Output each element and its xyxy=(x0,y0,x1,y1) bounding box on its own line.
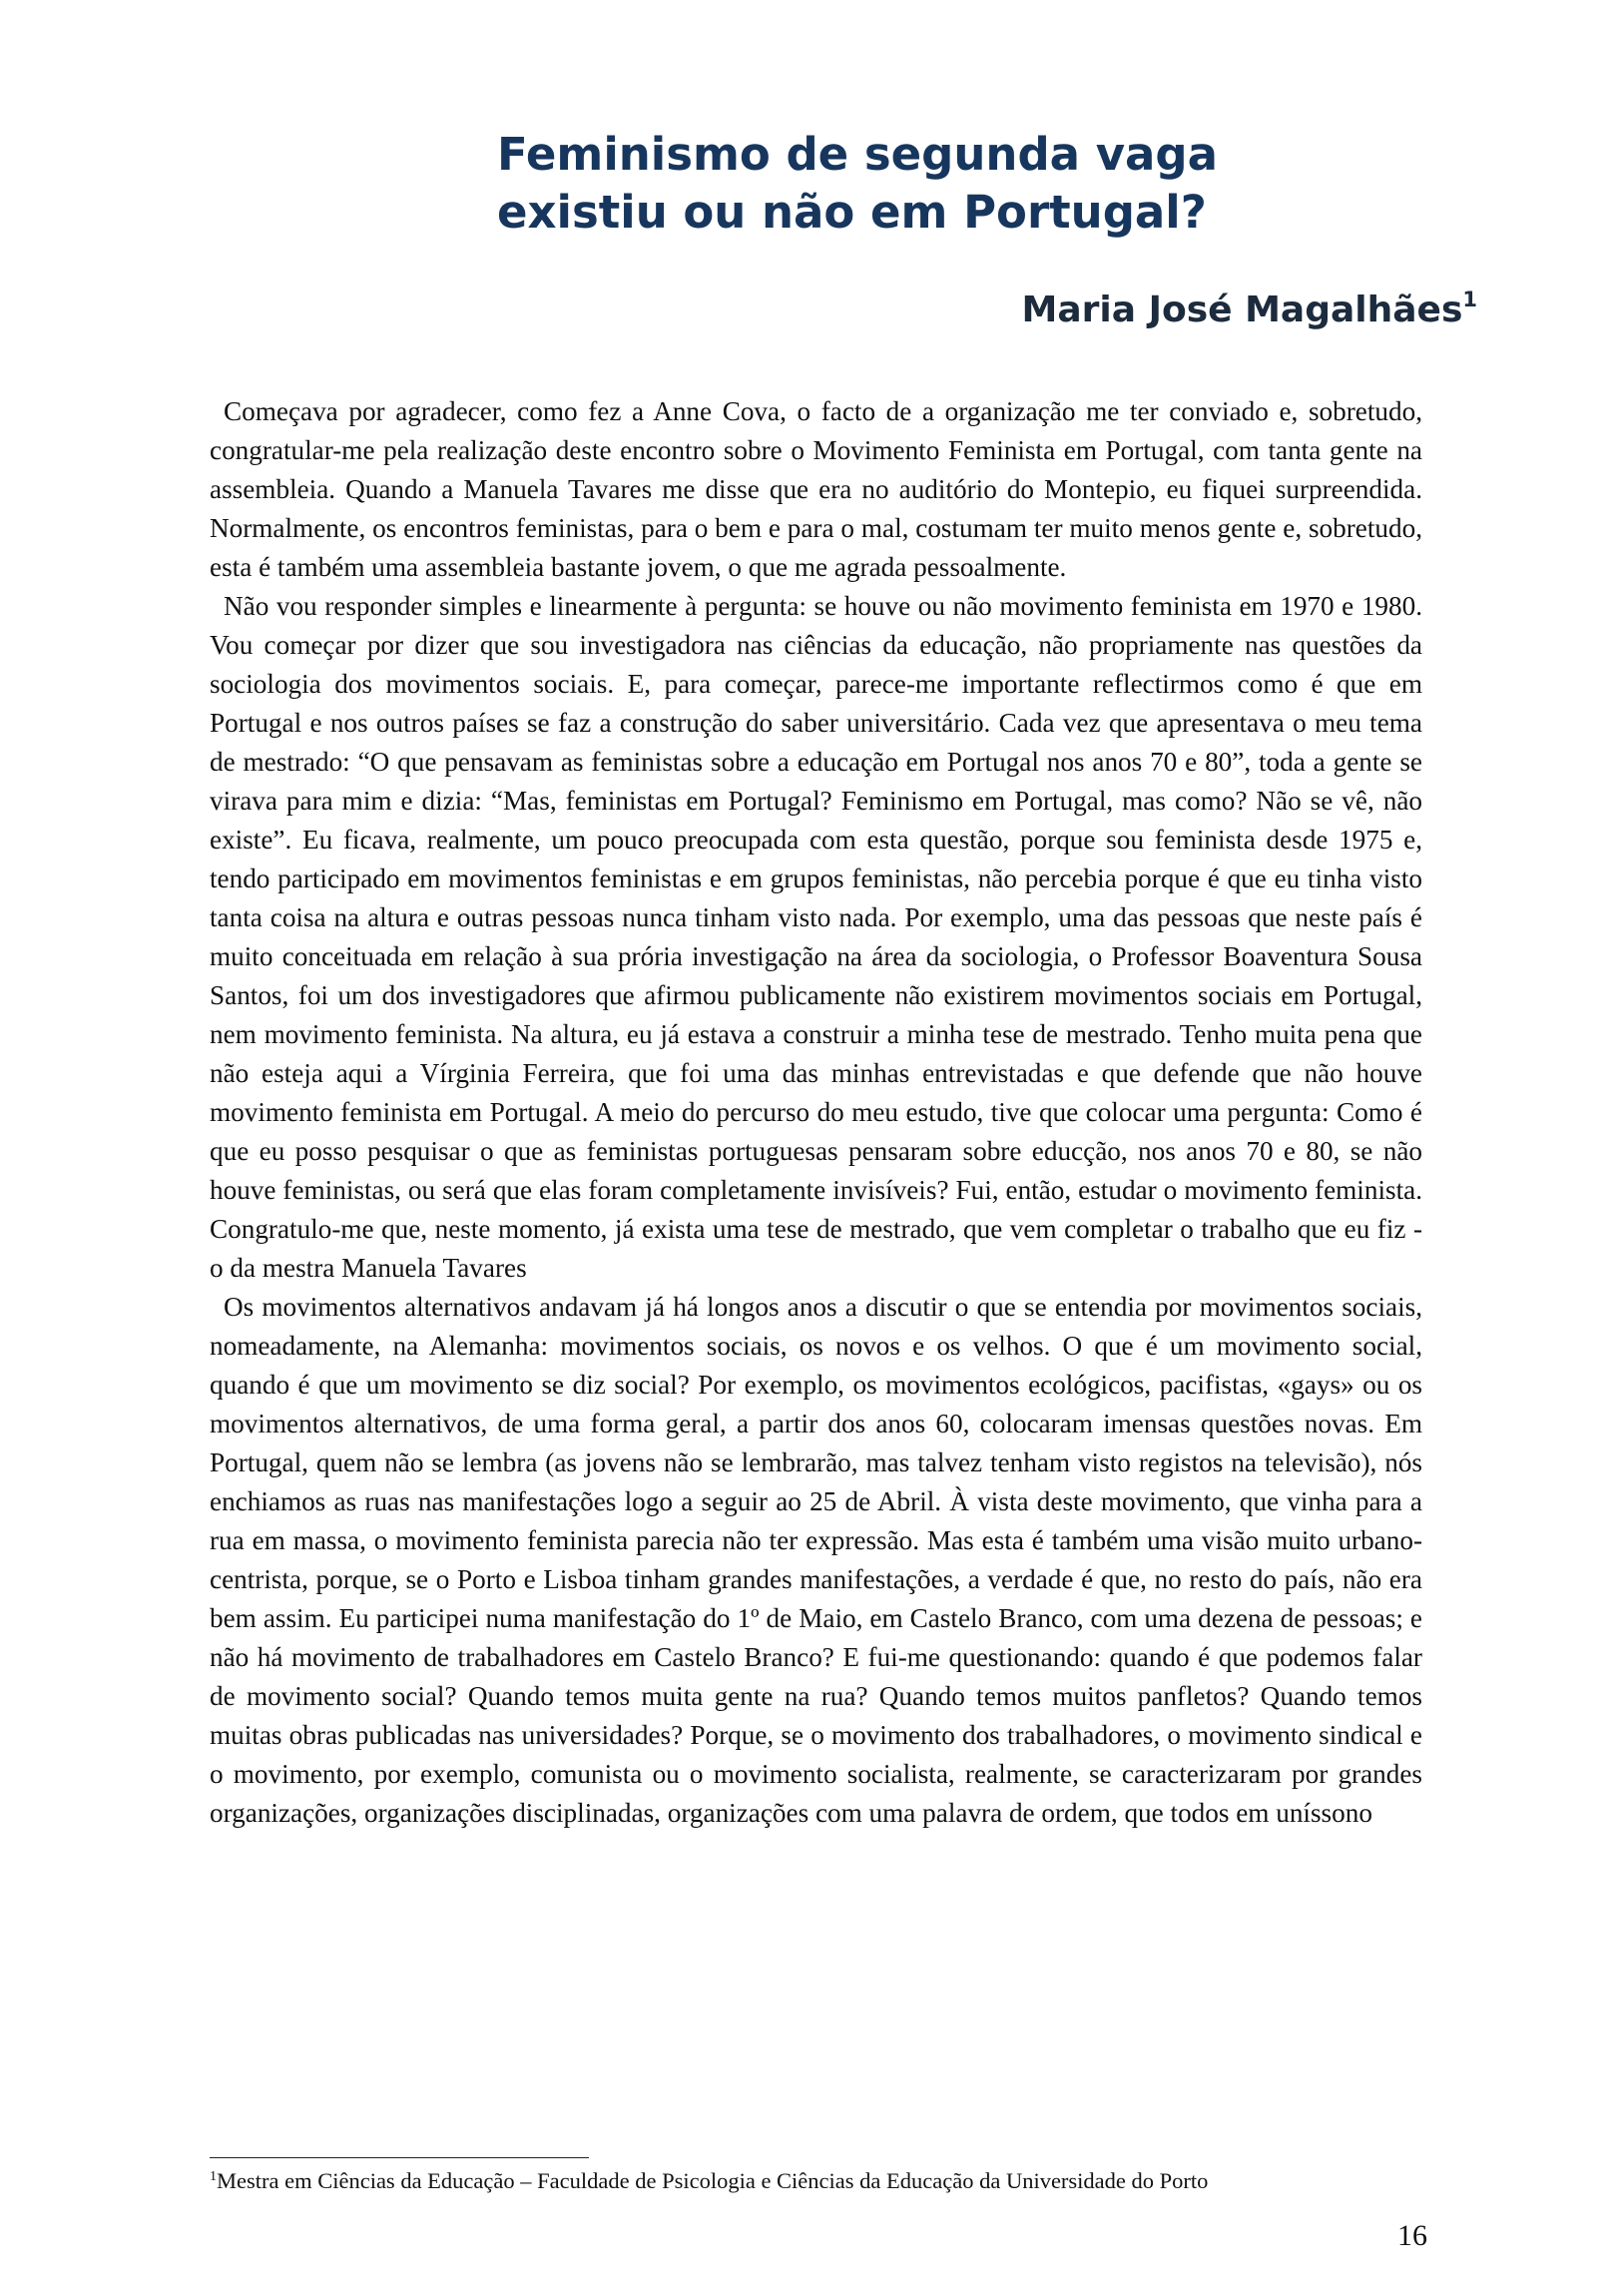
footnote xyxy=(210,2163,1437,2195)
footnote-separator xyxy=(210,2157,589,2158)
article-title xyxy=(497,126,1395,242)
paragraph-3: Os movimentos alternativos andavam já há longos anos a discutir o que se entendia por movimentos sociais, nomeadamente, na Alemanha: movimentos sociais, os novos e os velhos. O que é um movimento social, quando é que um movimento se diz social? Por exemplo, os movimentos ecológicos, pacifistas, «gays» ou os movimentos alternativos, de uma forma geral, a partir dos anos 60, colocaram imensas questões novas. Em Portugal, quem não se lembra (as jovens não se lembrarão, mas talvez tenham visto registos na televisão), nós enchiamos as ruas nas manifestações logo a seguir ao 25 de Abril. À vista deste movimento, que vinha para a rua em massa, o movimento feminista parecia não ter expressão. Mas esta é também uma visão muito urbano-centrista, porque, se o Porto e Lisboa tinham grandes manifestações, a verdade é que, no resto do país, não era bem assim. Eu participei numa manifestação do 1º de Maio, em Castelo Branco, com uma dezena de pessoas; e não há movimento de trabalhadores em Castelo Branco? E fui-me questionando: quando é que podemos falar de movimento social? Quando temos muita gente na rua? Quando temos muitos panfletos? Quando temos muitas obras publicadas nas universidades? Porque, se o movimento dos trabalhadores, o movimento sindical e o movimento, por exemplo, comunista ou o movimento socialista, realmente, se caracterizaram por grandes organizações, organizações disciplinadas, organizações com uma palavra de ordem, que todos em uníssono xyxy=(210,1292,1422,1828)
title-line-1: Feminismo de segunda vaga xyxy=(497,128,1218,181)
author-footnote-mark: 1 xyxy=(1462,287,1477,311)
title-line-2: existiu ou não em Portugal? xyxy=(497,186,1207,239)
article-body xyxy=(210,392,1422,1833)
footnote-mark: 1 xyxy=(210,2169,217,2184)
paragraph-2: Não vou responder simples e linearmente à pergunta: se houve ou não movimento feminista em 1970 e 1980. Vou começar por dizer que sou investigadora nas ciências da educação, não propriamente nas questões da sociologia dos movimentos sociais. E, para começar, parece-me importante reflectirmos como é que em Portugal e nos outros países se faz a construção do saber universitário. Cada vez que apresentava o meu tema de mestrado: “O que pensavam as feministas sobre a educação em Portugal nos anos 70 e 80”, toda a gente se virava para mim e dizia: “Mas, feministas em Portugal? Feminismo em Portugal, mas como? Não se vê, não existe”. Eu ficava, realmente, um pouco preocupada com esta questão, porque sou feminista desde 1975 e, tendo participado em movimentos feministas e em grupos feministas, não percebia porque é que eu tinha visto tanta coisa na altura e outras pessoas nunca tinham visto nada. Por exemplo, uma das pessoas que neste país é muito conceituada em relação à sua prória investigação na área da sociologia, o Professor Boaventura Sousa Santos, foi um dos investigadores que afirmou publicamente não existirem movimentos sociais em Portugal, nem movimento feminista. Na altura, eu já estava a construir a minha tese de mestrado. Tenho muita pena que não esteja aqui a Vírginia Ferreira, que foi uma das minhas entrevistadas e que defende que não houve movimento feminista em Portugal. A meio do percurso do meu estudo, tive que colocar uma pergunta: Como é que eu posso pesquisar o que as feministas portuguesas pensaram sobre educção, nos anos 70 e 80, se não houve feministas, ou será que elas foram completamente invisíveis? Fui, então, estudar o movimento feminista. Congratulo-me que, neste momento, já exista uma tese de mestrado, que vem completar o trabalho que eu fiz - o da mestra Manuela Tavares xyxy=(210,591,1422,1283)
footnote-text: Mestra em Ciências da Educação – Faculdade de Psicologia e Ciências da Educação da Universidade do Porto xyxy=(217,2168,1209,2193)
paragraph-1: Começava por agradecer, como fez a Anne Cova, o facto de a organização me ter conviado e, sobretudo, congratular-me pela realização deste encontro sobre o Movimento Feminista em Portugal, com tanta gente na assembleia. Quando a Manuela Tavares me disse que era no auditório do Montepio, eu fiquei surpreendida. Normalmente, os encontros feministas, para o bem e para o mal, costumam ter muito menos gente e, sobretudo, esta é também uma assembleia bastante jovem, o que me agrada pessoalmente. xyxy=(210,396,1422,582)
page-number: 16 xyxy=(1397,2219,1427,2252)
author-line xyxy=(898,287,1477,330)
author-name: Maria José Magalhães xyxy=(1021,289,1463,330)
